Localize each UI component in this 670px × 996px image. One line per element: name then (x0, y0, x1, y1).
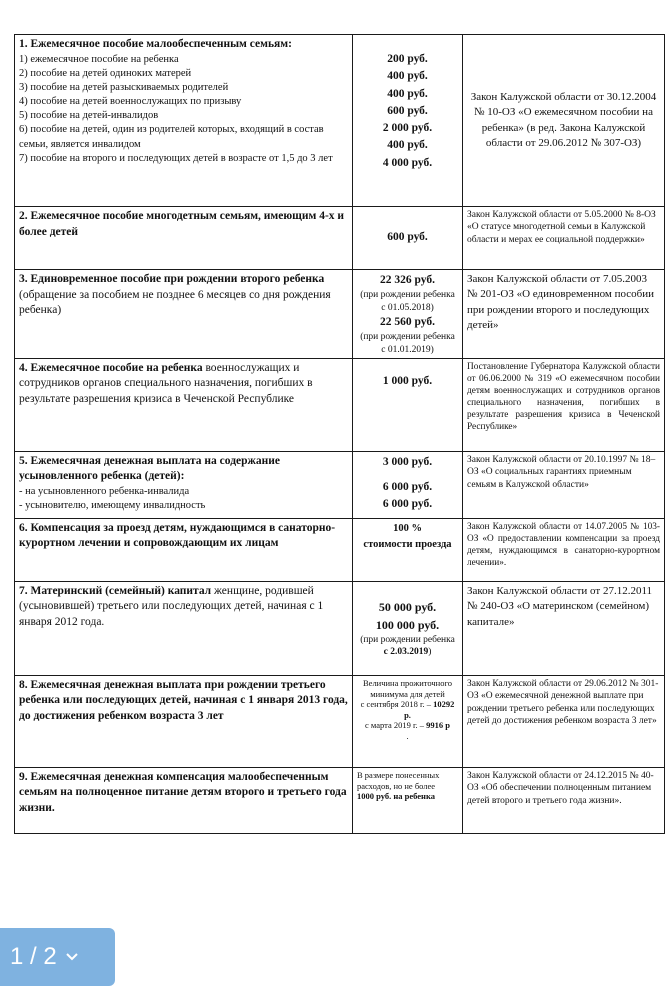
law-text: Закон Калужской области от 29.06.2012 № 301-ОЗ «О ежемесячной денежной выплате при рождении третьего ребенка или последующих детей до достижения ребенком возраста 3 лет» (467, 678, 659, 726)
table-row (15, 767, 665, 833)
amount-value: 2 000 руб. (382, 122, 433, 134)
amount-value: 600 руб. (387, 104, 428, 117)
legal-basis (463, 518, 665, 581)
table-row (15, 35, 665, 207)
law-text: Закон Калужской области от 30.12.2004 № 10-ОЗ «О ежемесячном пособии на ребенка» (в ред. Закона Калужской области от 29.06.2012 № 307-ОЗ) (470, 90, 657, 149)
benefit-description (15, 358, 353, 451)
list-item: 5) пособие на детей-инвалидов (19, 110, 159, 122)
amount-value: 100 000 руб. (375, 617, 440, 632)
benefit-description (15, 270, 353, 359)
spacer (357, 471, 458, 479)
legal-basis (463, 358, 665, 451)
amount-intro: В размере понесенных расходов, но не более (357, 769, 440, 791)
benefit-description (15, 767, 353, 833)
benefit-amount (353, 675, 463, 767)
benefit-title: 6. Компенсация за проезд детям, нуждающимся в санаторно-курортном лечении и сопровождающим их лицам (19, 521, 336, 550)
law-text: Закон Калужской области от 14.07.2005 № 103-ОЗ «О предоставлении компенсации за проезд детям, нуждающимся в санаторно-курортном лечении». (467, 521, 660, 569)
benefit-amount (353, 207, 463, 270)
legal-basis (463, 35, 665, 207)
amount-value: 1000 руб. на ребенка (357, 791, 435, 802)
title-bold: 3. Единовременное пособие при рождении второго ребенка (19, 273, 325, 285)
amount-value: 3 000 руб. (382, 455, 433, 468)
amount-line (357, 699, 458, 720)
table-row (15, 675, 665, 767)
amount-value: 400 руб. (387, 70, 428, 83)
amount-value: 4 000 руб. (382, 156, 433, 169)
law-text: Закон Калужской области от 7.05.2003 № 201-ОЗ «О единовременном пособии при рождении второго и последующих детей» (467, 273, 655, 332)
benefit-amount (353, 270, 463, 359)
title-rest: военнослужащих и сотрудников органов специального назначения, погибших в результате разрешения кризиса в Чеченской Республике (19, 361, 313, 405)
benefit-title: 8. Ежемесячная денежная выплата при рождении третьего ребенка или последующих детей, начиная с 1 января 2013 года, до достижения ребенком возраста 3 лет (19, 678, 348, 722)
legal-basis (463, 675, 665, 767)
law-text: Закон Калужской области от 24.12.2015 № 40-ОЗ «Об обеспечении полноценным питанием детей второго и третьего года жизни». (467, 770, 654, 806)
amount-since: с сентября 2018 г. – (360, 699, 434, 710)
amount-value: 100 % (393, 522, 422, 534)
benefit-title: 9. Ежемесячная денежная компенсация малообеспеченным семьям на полноценное питание детям второго и третьего года жизни. (19, 770, 347, 814)
amount-note: (при рождении ребенка с 01.01.2019) (360, 332, 455, 355)
list-item: - усыновителю, имеющему инвалидность (19, 500, 206, 512)
benefit-title (19, 584, 348, 631)
list-item: 6) пособие на детей, один из родителей которых, входящий в состав семьи, является инвалидом (19, 124, 324, 150)
amount-intro: Величина прожиточного минимума для детей (363, 677, 452, 699)
table-row (15, 270, 665, 359)
page-indicator-label: 1 / 2 (10, 943, 57, 970)
benefit-description (15, 451, 353, 518)
benefit-amount (353, 518, 463, 581)
list-item: 2) пособие на детей одиноких матерей (19, 67, 192, 79)
amount-since: с марта 2019 г. – (365, 720, 427, 731)
note-prefix: (при рождении ребенка (360, 634, 455, 645)
amount-value: 6 000 руб. (382, 498, 433, 511)
benefit-title (19, 361, 348, 408)
table-row (15, 581, 665, 675)
benefit-title (19, 272, 348, 319)
table-row (15, 518, 665, 581)
title-bold: 7. Материнский (семейный) капитал (19, 584, 212, 597)
benefit-description (15, 581, 353, 675)
note-date: с 2.03.2019 (383, 647, 429, 658)
amount-value: 10292 р. (404, 699, 455, 720)
benefit-amount (353, 767, 463, 833)
list-item: 3) пособие на детей разыскиваемых родителей (19, 81, 229, 93)
benefit-title: 5. Ежемесячная денежная выплата на содержание усыновленного ребенка (детей): (19, 454, 280, 483)
benefit-title: 1. Ежемесячное пособие малообеспеченным семьям: (19, 38, 292, 50)
benefits-table (14, 34, 665, 834)
legal-basis (463, 270, 665, 359)
benefit-amount (353, 35, 463, 207)
benefit-amount (353, 451, 463, 518)
amount-value: 22 560 руб. (380, 315, 435, 328)
amount-value: 400 руб. (387, 87, 428, 100)
amount-value: 600 руб. (387, 231, 428, 244)
benefit-description (15, 675, 353, 767)
list-item: - на усыновленного ребенка-инвалида (19, 485, 190, 497)
law-text: Закон Калужской области от 20.10.1997 № 18–ОЗ «О социальных гарантиях приемным семьям в Калужской области» (467, 454, 656, 490)
amount-value: 50 000 руб. (378, 599, 437, 614)
amount-value: 200 руб. (387, 53, 428, 65)
law-text: Закон Калужской области от 27.12.2011 № 240-ОЗ «О материнском (семейном) капитале» (467, 584, 653, 628)
list-item: 7) пособие на второго и последующих детей в возрасте от 1,5 до 3 лет (19, 152, 333, 164)
note-suffix: ) (428, 647, 432, 658)
benefit-description (15, 518, 353, 581)
table-row (15, 451, 665, 518)
amount-note: (при рождении ребенка с 01.05.2018) (360, 290, 455, 313)
list-item: 1) ежемесячное пособие на ребенка (19, 53, 179, 65)
amount-value: 1 000 руб. (382, 374, 433, 387)
amount-value: 22 326 руб. (380, 274, 435, 286)
amount-value: стоимости проезда (363, 538, 452, 550)
benefit-description (15, 207, 353, 270)
law-text: Постановление Губернатора Калужской области от 06.06.2000 № 319 «О ежемесячном пособии детям военнослужащих и сотрудников органов специального назначения, погибших в результате разрешения кризиса в Чеченской Республике» (467, 361, 660, 433)
legal-basis (463, 767, 665, 833)
amount-value: 400 руб. (387, 139, 428, 152)
list-item: 4) пособие на детей военнослужащих по призыву (19, 96, 242, 108)
title-rest: женщине, родившей (усыновившей) третьего или последующих детей, начиная с 1 января 2012 года. (19, 584, 324, 628)
amount-dot: . (406, 731, 409, 741)
amount-value: 9916 р (426, 720, 450, 731)
page-indicator-button[interactable] (0, 928, 115, 986)
table-row (15, 207, 665, 270)
legal-basis (463, 581, 665, 675)
benefit-amount (353, 358, 463, 451)
chevron-down-icon (65, 950, 79, 964)
title-bold: 4. Ежемесячное пособие на ребенка (19, 361, 203, 374)
legal-basis (463, 451, 665, 518)
amount-note (357, 634, 458, 659)
title-rest: (обращение за пособием не позднее 6 месяцев со дня рождения ребенка) (19, 288, 331, 317)
benefit-title: 2. Ежемесячное пособие многодетным семьям, имеющим 4-х и более детей (19, 210, 345, 238)
benefit-description (15, 35, 353, 207)
law-text: Закон Калужской области от 5.05.2000 № 8-ОЗ «О статусе многодетной семьи в Калужской области и мерах ее социальной поддержки» (467, 210, 656, 245)
benefit-amount (353, 581, 463, 675)
legal-basis (463, 207, 665, 270)
amount-line (357, 720, 458, 731)
amount-value: 6 000 руб. (382, 481, 433, 494)
table-row (15, 358, 665, 451)
